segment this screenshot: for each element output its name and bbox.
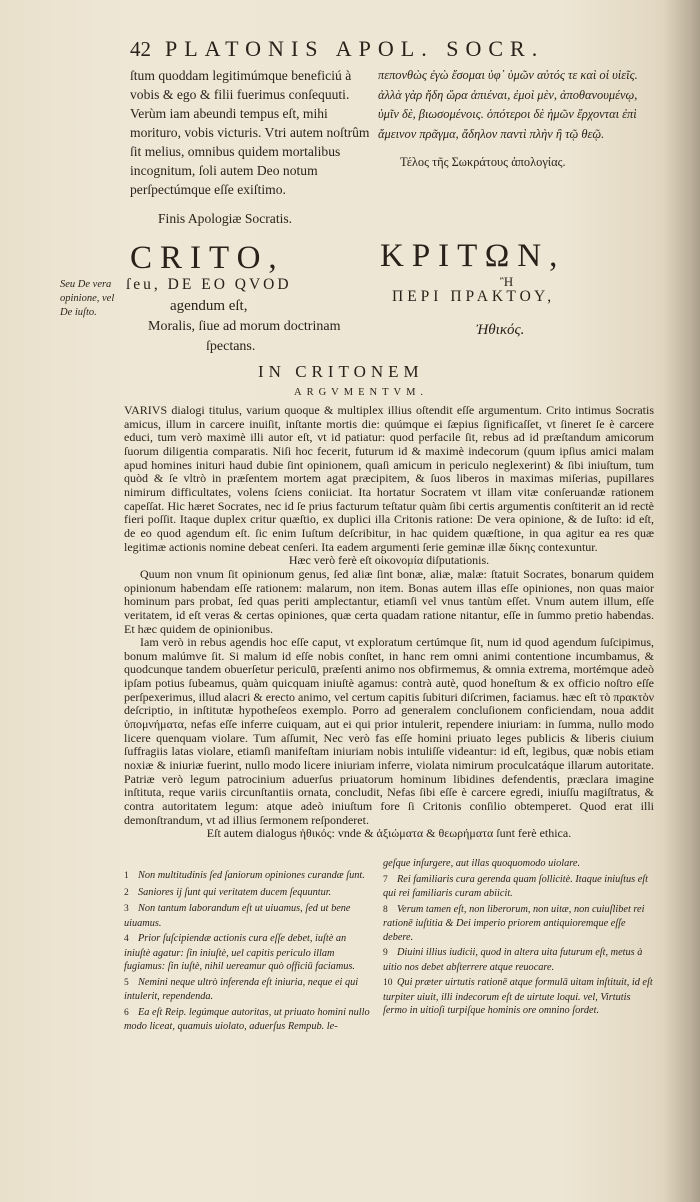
- note-text: Saniores ij ſunt qui veritatem ducem ſequuntur.: [138, 886, 332, 898]
- kriton-conjunction: Ἢ: [500, 274, 514, 289]
- kriton-genre: Ἠθικός.: [476, 322, 525, 338]
- argument-paragraph: Hæc verò ferè eſt οἰκονομία diſputationis.: [288, 553, 490, 568]
- note-text: Prior ſuſcipiendæ actionis cura eſſe debet, iuſtè an iniuſtè agatur: ſin iniuſtè, uel capitis periculo illam fugiamus: ſin iuſtè, nihil uereamur quò officiū faciamus.: [124, 933, 355, 972]
- note-text: Non multitudinis ſed ſaniorum opiniones curandæ ſunt.: [138, 870, 365, 881]
- note-text: Non tantum laborandum eſt ut uiuamus, ſed ut bene uiuamus.: [124, 903, 351, 929]
- crito-title: CRITO,: [130, 240, 285, 276]
- notes-right-column: [383, 857, 657, 1020]
- argument-paragraph: Eſt autem dialogus ἠθικός: vnde & ἀξιώματα & θεωρήματα ſunt ferè ethica.: [206, 826, 572, 841]
- note-item: [383, 946, 657, 974]
- telos-line: Τέλος τῆς Σωκράτους ἀπολογίας.: [400, 155, 566, 169]
- running-head: [130, 36, 600, 62]
- note-number: 7: [383, 874, 388, 885]
- running-title: PLATONIS APOL. SOCR.: [165, 36, 545, 61]
- note-number: 4: [124, 934, 129, 944]
- latin-apology-ending: [130, 66, 370, 228]
- note-number: 8: [383, 904, 388, 915]
- finis-line: Finis Apologiæ Socratis.: [158, 211, 293, 226]
- note-number: 5: [124, 977, 129, 988]
- note-number: 1: [124, 871, 129, 881]
- note-number: 9: [383, 948, 388, 958]
- note-text: geſque inſurgere, aut illas quoquomodo uiolare.: [383, 858, 581, 869]
- note-item: [383, 976, 657, 1018]
- note-item: [124, 869, 372, 884]
- crito-subtitle-1: ſeu, DE EO QVOD: [126, 276, 292, 293]
- crito-subtitle-2: agendum eſt,: [170, 298, 248, 314]
- note-number: 3: [124, 904, 129, 914]
- note-item: [124, 1006, 372, 1034]
- kriton-title: ΚΡΙΤΩΝ,: [380, 238, 566, 274]
- kriton-subtitle: ΠΕΡΙ ΠΡΑΚΤΟΥ,: [392, 288, 556, 305]
- argument-body: [124, 404, 654, 841]
- crito-subtitle-4: ſpectans.: [206, 339, 256, 354]
- note-item: [383, 903, 657, 945]
- note-item: [383, 857, 657, 871]
- argument-paragraph: Iam verò in rebus agendis hoc eſſe caput, vt exploratum certúmque ſit, num id quod agendum ſuſcipimus, bonum malúmve ſit. Si malum id eſſe nobis conſtet, in hanc rem omni animi contentione incumbamus, & quodcunque tandem obuerſetur periculū, præſenti animo nos obfirmemus, & omnia extrema, mortémque adeò ipſam potius ſubeamus, quàm quicquam iniuſtè agamus: contrà autè, quod honeſtum & ex officio noſtro eſſe perſpexerimus, illud alacri & erecto animo, vel certum capitis ſubituri diſcrimen, faciamus. hæc eſt τὸ πρακτὸν deſcriptio, in inſtitutæ hypotheſeos exemplo. Porro ad generalem concluſionem conficiendam, noua addit ὑπομνήματα, nefas eſſe inferre cuiquam, aut ei qui prior intulerit, rependere iniuriam: in ſumma, nullo modo licere quenquam violare. Tum aſſumit, Nec verò fas eſſe homini priuato leges publicis & liberis ciuium ſuffragiis latas violare, etiamſi manifeſtam iniuriam nobis intuliſſe videantur: id eſt, legibus, quæ nobis etiam noxiæ & iniuriæ fuerint, nullo modo licere iniuriam inferre, violata nimirum proculcatáque illarum autoritate. Patriæ verò legum patrocinium aduerſus priuatorum hominum libidines defendentis, præclara imagine inſtituta, reque variis circunſtantiis ornata, concludit, Nefas ſibi eſſe è carcere egredi, iniuſſu magiſtratus, & contra autoritatem legum: atque adeò iniuſtum fore ſi Critonis conſilio obtemperet. Quod erat illi demonſtrandum, vt ad illius ſermonem reſponderet.: [124, 635, 654, 827]
- argument-heading: IN CRITONEM: [258, 362, 424, 381]
- note-number: 2: [124, 887, 129, 898]
- note-text: Qui præter uirtutis rationē atque formulā uitam inſtituit, id eſt turpiter uiuit, illi indecorum eſt de uirtute loqui. vel, Virtutis ſermo in uitioſi turpiſque hominis ore omnino ſordet.: [383, 977, 653, 1016]
- note-number: 10: [383, 978, 393, 988]
- argument-paragraph: VARIVS dialogi titulus, varium quoque & multiplex illius oſtendit eſſe argumentum. Crito intimus Socratis amicus, illum in carcere inuiſit, inſtante mortis die: quúmque ei ſæpius ſignificaſſet, vt ſineret ſe è carcere educi, tum verò maximè illi autor eſt, vt id patiatur: quod perfacile ſit, rebus ad id præſtandum amicorum ſuorum diligentia comparatis. Niſi hoc fecerit, futurum id & maximè indecorum (quum ipſius amici malam apud homines inituri haud dubie ſint opinionem, quaſi amicum in periculo neglexerint) & ſibi iniuſtum, tum quòd & ſe vltrò in præſentem mortem agat præcipitem, & ſuos liberos in maximas miſerias, pupillares nimirum difficultates, volens ſciens coniiciat. Ita hortatur Socratem vt illam vitæ conſeruandæ rationem capeſſat. Hic hæret Socrates, nec id ſe prius facturum teſtatur quàm ſibi certis argumentis conſtiterit an id rectè fieri poſſit. Itaque duplex critur quæſtio, ex duplici illa Critonis ratione: De vera opinione, & de Iuſto: id eſt, de eo quod agendum eſt. ſic enim Iuſtum deſcribitur, in hac quidem quæſtione, in qua agitur ea res quæ legitimæ actionis nomine debeat cenſeri. Ita eadem argumenti ſerie geminæ illæ δίκης contexuntur.: [124, 403, 654, 554]
- notes-left-column: [124, 869, 372, 1036]
- page-number: 42: [130, 37, 151, 61]
- greek-apology-text: πεπονθὼς ἐγὼ ἔσομαι ὑφ᾽ ὑμῶν αὐτός τε καὶ οἱ υἱεῖς. ἀλλὰ γὰρ ἤδη ὥρα ἀπιέναι, ἐμοὶ μὲν, ἀποθανουμένῳ, ὑμῖν δὲ, βιωσομένοις. ὁπότεροι δὲ ἡμῶν ἔρχονται ἐπὶ ἄμεινον πρᾶγμα, ἄδηλον παντὶ πλὴν ἢ τῷ θεῷ.: [378, 68, 638, 141]
- note-number: 6: [124, 1007, 129, 1018]
- argument-subheading: ARGVMENTVM.: [294, 387, 429, 398]
- note-item: [124, 886, 372, 901]
- page-gutter-shadow: [664, 0, 700, 1202]
- note-item: [124, 902, 372, 930]
- note-text: Ea eſt Reip. legúmque autoritas, ut priuato homini nullo modo liceat, quamuis uiolato, aduerſus Rempub. le-: [124, 1006, 370, 1032]
- note-text: Verum tamen eſt, non liberorum, non uitæ, non cuiuſlibet rei rationē iuſtitia & Dei imperio priorem antiquioremque eſſe debere.: [383, 903, 645, 943]
- note-text: Rei familiaris cura gerenda quam ſollicitè. Itaque iniuſtus eſt qui rei familiaris curam abiicit.: [383, 873, 649, 899]
- note-text: Diuini illius iudicii, quod in altera uita futurum eſt, metus à uitio nos debet abſterrere atque reuocare.: [383, 947, 643, 973]
- latin-apology-text: ſtum quoddam legitimúmque beneficiú à vobis & ego & filii fuerimus conſequuti. Verùm iam abeundi tempus eſt, mihi morituro, vobis victuris. Vtri autem noſtrûm ſit melius, omnibus quidem mortalibus incognitum, ſoli autem Deo notum perſpectúmque eſſe exiſtimo.: [130, 68, 370, 197]
- note-item: [124, 932, 372, 974]
- greek-apology-ending: [378, 66, 648, 173]
- note-text: Nemini neque ultrò inferenda eſt iniuria, neque ei qui intulerit, rependenda.: [124, 976, 359, 1002]
- argument-paragraph: Quum non vnum ſit opinionum genus, ſed aliæ ſint bonæ, aliæ, malæ: ſtatuit Socrates, bonarum quidem opinionum habendam eſſe rationem: malarum, non item. Bonas autem illas eſſe opiniones, non quas maior hominum pars probat, ſed quas periti amplectantur, etiamſi vel vnus tantùm eſſet. Vnum autem illum, eſſe veritatem, id eſt veras & certas opiniones, quæ certa quadam ratione nitantur, eſſe in ſummo pretio habendas. Et hæc quidem de opinionibus.: [124, 566, 654, 636]
- marginal-note: Seu De vera opinione, vel De iuſto.: [60, 279, 115, 318]
- note-item: [124, 976, 372, 1004]
- crito-subtitle-3: Moralis, ſiue ad morum doctrinam: [148, 319, 341, 334]
- note-item: [383, 873, 657, 901]
